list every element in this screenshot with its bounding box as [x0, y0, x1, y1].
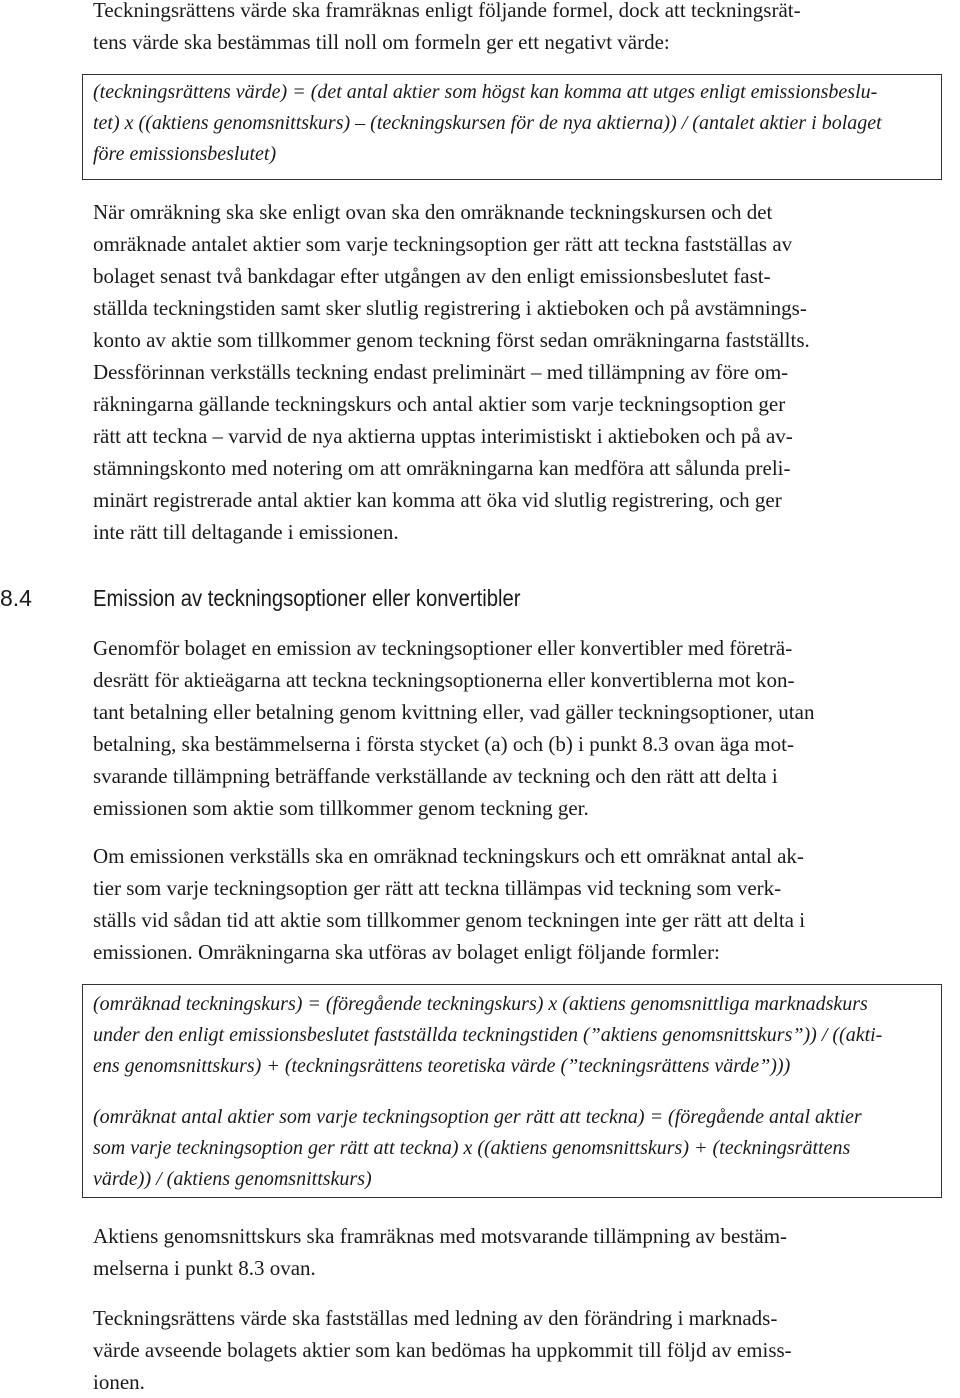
formula-line: tet) x ((aktiens genomsnittskurs) – (teckningskursen för de nya aktierna)) / (antalet aktier i bolaget: [93, 112, 882, 134]
formula-box-subscription-right-value: [82, 74, 942, 180]
formula-line: ens genomsnittskurs) + (teckningsrättens teoretiska värde (”teckningsrättens värde”))): [93, 1055, 791, 1077]
formula-line: (omräknad teckningskurs) = (föregående teckningskurs) x (aktiens genomsnittliga marknadskurs: [93, 993, 868, 1015]
formula-line: (omräknat antal aktier som varje teckningsoption ger rätt att teckna) = (föregående antal aktier: [93, 1106, 862, 1128]
formula-line: som varje teckningsoption ger rätt att teckna) x ((aktiens genomsnittskurs) + (teckningsrättens: [93, 1137, 851, 1159]
text-line: minärt registrerade antal aktier kan komma att öka vid slutlig registrering, och ger: [93, 488, 782, 512]
formula-line: före emissionsbeslutet): [93, 143, 277, 165]
text-line: När omräkning ska ske enligt ovan ska den omräknande teckningskursen och det: [93, 200, 773, 224]
text-line: värde avseende bolagets aktier som kan bedömas ha uppkommit till följd av emiss-: [93, 1338, 792, 1362]
text-line: bolaget senast två bankdagar efter utgången av den enligt emissionsbeslutet fast-: [93, 264, 771, 288]
section-paragraph-1: [93, 632, 941, 824]
text-line: konto av aktie som tillkommer genom teckning först sedan omräkningarna fastställts.: [93, 328, 810, 352]
section-heading: [0, 582, 900, 614]
recalculation-paragraph: [93, 196, 941, 548]
subscription-right-value-paragraph: [93, 1302, 941, 1398]
formula-box-recalculation: [82, 984, 942, 1198]
text-line: svarande tillämpning beträffande verkställande av teckning och den rätt att delta i: [93, 764, 778, 788]
text-line: stämningskonto med notering om att omräkningarna kan medföra att sålunda preli-: [93, 456, 791, 480]
text-line: Genomför bolaget en emission av teckningsoptioner eller konvertibler med företrä-: [93, 636, 793, 660]
text-line: Teckningsrättens värde ska fastställas med ledning av den förändring i marknads-: [93, 1306, 778, 1330]
text-line: ställda teckningstiden samt sker slutlig registrering i aktieboken och på avstämnings-: [93, 296, 807, 320]
text-line: emissionen. Omräkningarna ska utföras av bolaget enligt följande formler:: [93, 940, 720, 964]
section-paragraph-2: [93, 840, 941, 968]
formula-line: värde)) / (aktiens genomsnittskurs): [93, 1168, 372, 1190]
formula-recalculated-share-count: [93, 1102, 862, 1195]
text-line: emissionen som aktie som tillkommer genom teckning ger.: [93, 796, 589, 820]
formula-recalculated-subscription-price: [93, 989, 882, 1082]
text-line: räkningarna gällande teckningskurs och antal aktier som varje teckningsoption ger: [93, 392, 786, 416]
text-line: melserna i punkt 8.3 ovan.: [93, 1256, 316, 1280]
text-line: ställs vid sådan tid att aktie som tillkommer genom teckningen inte ger rätt att delta i: [93, 908, 806, 932]
text-line: Teckningsrättens värde ska framräknas enligt följande formel, dock att teckningsrät-: [93, 0, 801, 22]
text-line: tant betalning eller betalning genom kvittning eller, vad gäller teckningsoptioner, utan: [93, 700, 815, 724]
formula-subscription-right-value: [93, 77, 882, 170]
section-title: Emission av teckningsoptioner eller konvertibler: [93, 585, 521, 611]
text-line: inte rätt till deltagande i emissionen.: [93, 520, 399, 544]
text-line: desrätt för aktieägarna att teckna teckningsoptionerna eller konvertiblerna mot kon-: [93, 668, 795, 692]
text-line: Om emissionen verkställs ska en omräknad teckningskurs och ett omräknat antal ak-: [93, 844, 804, 868]
text-line: Aktiens genomsnittskurs ska framräknas med motsvarande tillämpning av bestäm-: [93, 1224, 788, 1248]
formula-line: under den enligt emissionsbeslutet fastställda teckningstiden (”aktiens genomsnittskurs”)) / ((akti-: [93, 1024, 883, 1046]
text-line: ionen.: [93, 1370, 145, 1394]
text-line: tens värde ska bestämmas till noll om formeln ger ett negativt värde:: [93, 30, 670, 54]
formula-line: (teckningsrättens värde) = (det antal aktier som högst kan komma att utges enligt emissionsbeslu-: [93, 81, 878, 103]
text-line: betalning, ska bestämmelserna i första stycket (a) och (b) i punkt 8.3 ovan äga mot-: [93, 732, 794, 756]
text-line: rätt att teckna – varvid de nya aktierna upptas interimistiskt i aktieboken och på av-: [93, 424, 793, 448]
text-line: omräknade antalet aktier som varje teckningsoption ger rätt att teckna fastställas av: [93, 232, 793, 256]
section-number: 8.4: [0, 585, 32, 611]
text-line: Dessförinnan verkställs teckning endast preliminärt – med tillämpning av före om-: [93, 360, 789, 384]
text-line: tier som varje teckningsoption ger rätt att teckna tillämpas vid teckning som verk-: [93, 876, 782, 900]
average-price-paragraph: [93, 1220, 941, 1284]
intro-paragraph: [93, 0, 941, 58]
